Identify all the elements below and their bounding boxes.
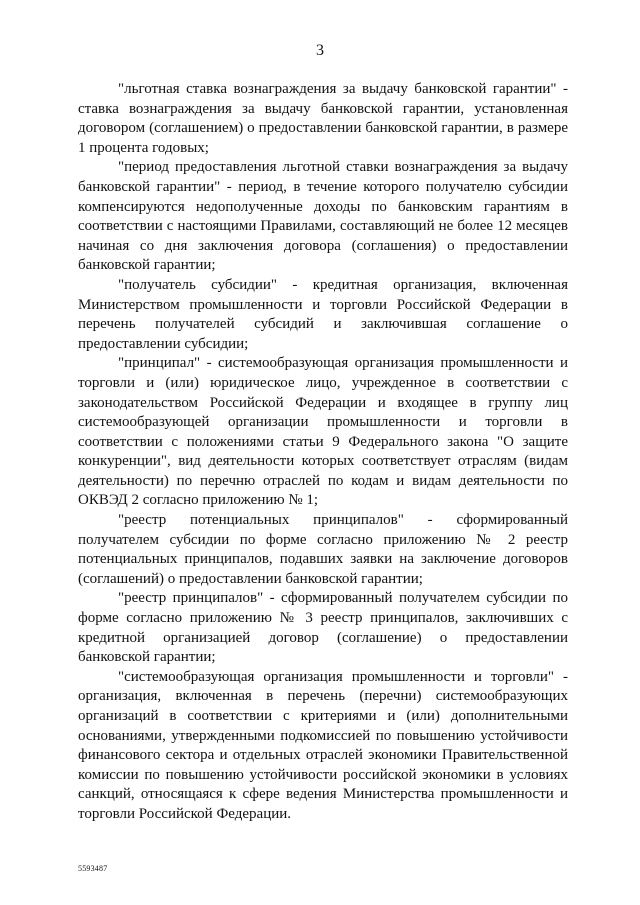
definition-paragraph: "период предоставления льготной ставки вознаграждения за выдачу банковской гарантии" - период, в течение которого получателю субсидии компенсируются недополученные доходы по банковским гарантиям в соответствии с настоящими Правилами, составляющий не более 12 месяцев начиная со дня заключения договора (соглашения) о предоставлении банковской гарантии; [78, 159, 568, 274]
definition-paragraph: "реестр принципалов" - сформированный получателем субсидии по форме согласно приложению № 3 реестр принципалов, заключивших с кредитной организацией договор (соглашение) о предоставлении банковской гарантии; [78, 590, 568, 666]
definition-paragraph: "получатель субсидии" - кредитная организация, включенная Министерством промышленности и торговли Российской Федерации в перечень получателей субсидий и заключившая соглашение о предоставлении субсидии; [78, 276, 568, 352]
definition-paragraph: "льготная ставка вознаграждения за выдачу банковской гарантии" - ставка вознаграждения за выдачу банковской гарантии, установленная договором (соглашением) о предоставлении банковской гарантии, в размере 1 процента годовых; [78, 81, 568, 156]
page-number: 3 [316, 42, 324, 59]
definition-paragraph: "реестр потенциальных принципалов" - сформированный получателем субсидии по форме согласно приложению № 2 реестр потенциальных принципалов, подавших заявки на заключение договоров (соглашений) о предоставлении банковской гарантии; [78, 512, 568, 587]
definition-paragraph: "системообразующая организация промышленности и торговли" - организация, включенная в перечень (перечни) системообразующих организаций в соответствии с критериями и (или) дополнительными основаниями, утвержденными подкомиссией по повышению устойчивости финансового сектора и отдельных отраслей экономики Правительственной комиссии по повышению устойчивости российской экономики в условиях санкций, относящаяся к сфере ведения Министерства промышленности и торговли Российской Федерации. [78, 668, 568, 822]
document-code: 5593487 [78, 864, 108, 873]
document-body [78, 80, 568, 825]
definition-paragraph: "принципал" - системообразующая организация промышленности и торговли и (или) юридическое лицо, учрежденное в соответствии с законодательством Российской Федерации и входящее в группу лиц системообразующей организации промышленности и торговли в соответствии с положениями статьи 9 Федерального закона "О защите конкуренции", вид деятельности которых соответствует отраслям (видам деятельности) по перечню отраслей по кодам и видам деятельности по ОКВЭД 2 согласно приложению № 1; [78, 355, 568, 509]
